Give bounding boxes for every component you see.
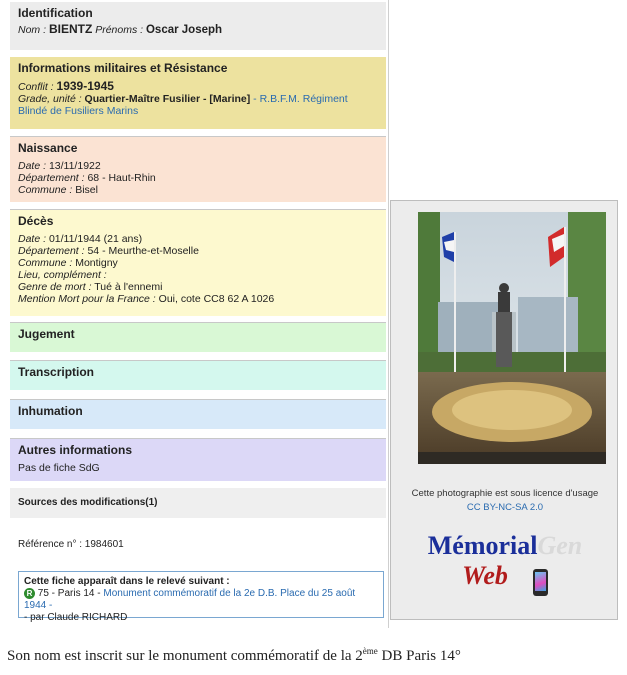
releve-badge-icon: R [24, 588, 35, 599]
note-text-after: DB Paris 14° [377, 648, 461, 664]
autres-title: Autres informations [18, 443, 133, 457]
deces-section [10, 209, 386, 316]
identification-title: Identification [18, 6, 93, 20]
releve-author: - par Claude RICHARD [24, 612, 128, 624]
naissance-title: Naissance [18, 141, 78, 155]
inhumation-section [10, 399, 386, 429]
logo-gen: Gen [537, 531, 583, 560]
conflit-value: 1939-1945 [56, 79, 114, 93]
transcription-title: Transcription [18, 365, 95, 379]
logo-memorial: Mémorial [427, 531, 538, 560]
jugement-title: Jugement [18, 327, 75, 341]
reference-section [10, 534, 386, 554]
conflit-label: Conflit : [18, 81, 54, 93]
releve-box [18, 571, 384, 624]
deces-commune: Montigny [75, 257, 118, 269]
deces-mention-label: Mention Mort pour la France : [18, 293, 156, 305]
naissance-date-label: Date : [18, 160, 47, 172]
autres-section [10, 438, 386, 481]
inhumation-title: Inhumation [18, 404, 83, 418]
deces-dept: 54 - Meurthe-et-Moselle [87, 245, 199, 257]
naissance-dept: 68 - Haut-Rhin [87, 172, 156, 184]
naissance-dept-label: Département : [18, 172, 85, 184]
license-link[interactable]: CC BY-NC-SA 2.0 [466, 502, 544, 513]
monument-photo-image [418, 212, 606, 464]
grade-label: Grade, unité : [18, 93, 82, 105]
naissance-commune: Bisel [75, 184, 98, 196]
logo-web: Web [462, 561, 508, 590]
reference-text: Référence n° : 1984601 [18, 539, 124, 550]
naissance-section [10, 136, 386, 202]
deces-genre-label: Genre de mort : [18, 281, 92, 293]
identification-section [10, 2, 386, 50]
memorialgenweb-logo[interactable] [391, 531, 619, 591]
note-sup: ème [362, 646, 378, 656]
nom-value: BIENTZ [48, 22, 93, 36]
releve-title: Cette fiche apparaît dans le relevé suivant : [24, 576, 230, 587]
photo-sidebar [390, 200, 618, 620]
deces-mention: Oui, cote CC8 62 A 1026 [158, 293, 275, 305]
photo-caption [391, 487, 619, 515]
naissance-commune-label: Commune : [18, 184, 73, 196]
militaire-title: Informations militaires et Résistance [18, 61, 228, 75]
deces-genre: Tué à l'ennemi [94, 281, 163, 293]
grade-value: Quartier-Maître Fusilier - [Marine] [84, 93, 251, 105]
monument-note [7, 646, 461, 665]
monument-photo[interactable] [418, 212, 606, 464]
transcription-section [10, 360, 386, 390]
unite-link[interactable]: - R.B.F.M. Régiment Blindé de Fusiliers Marins [18, 93, 348, 117]
prenoms-value: Oscar Joseph [145, 24, 223, 36]
deces-lieu-label: Lieu, complément : [18, 269, 107, 281]
deces-commune-label: Commune : [18, 257, 73, 269]
fiche-panel [10, 0, 389, 628]
releve-num: 75 - Paris 14 - [37, 588, 101, 600]
militaire-section [10, 57, 386, 129]
autres-text: Pas de fiche SdG [18, 462, 100, 474]
nom-label: Nom : [18, 24, 47, 36]
deces-title: Décès [18, 214, 54, 228]
smartphone-icon [533, 569, 548, 596]
note-text-before: Son nom est inscrit sur le monument commémoratif de la 2 [7, 648, 363, 664]
naissance-date: 13/11/1922 [48, 160, 101, 172]
prenoms-label: Prénoms : [95, 24, 144, 36]
jugement-section [10, 322, 386, 352]
license-notice: Cette photographie est sous licence d'usage [411, 488, 599, 499]
sources-section [10, 488, 386, 518]
sources-title[interactable]: Sources des modifications(1) [18, 497, 158, 508]
releve-link[interactable]: Monument commémoratif de la 2e D.B. Place du 25 août 1944 - [24, 588, 356, 612]
deces-date: 01/11/1944 (21 ans) [48, 233, 143, 245]
deces-date-label: Date : [18, 233, 47, 245]
deces-dept-label: Département : [18, 245, 85, 257]
